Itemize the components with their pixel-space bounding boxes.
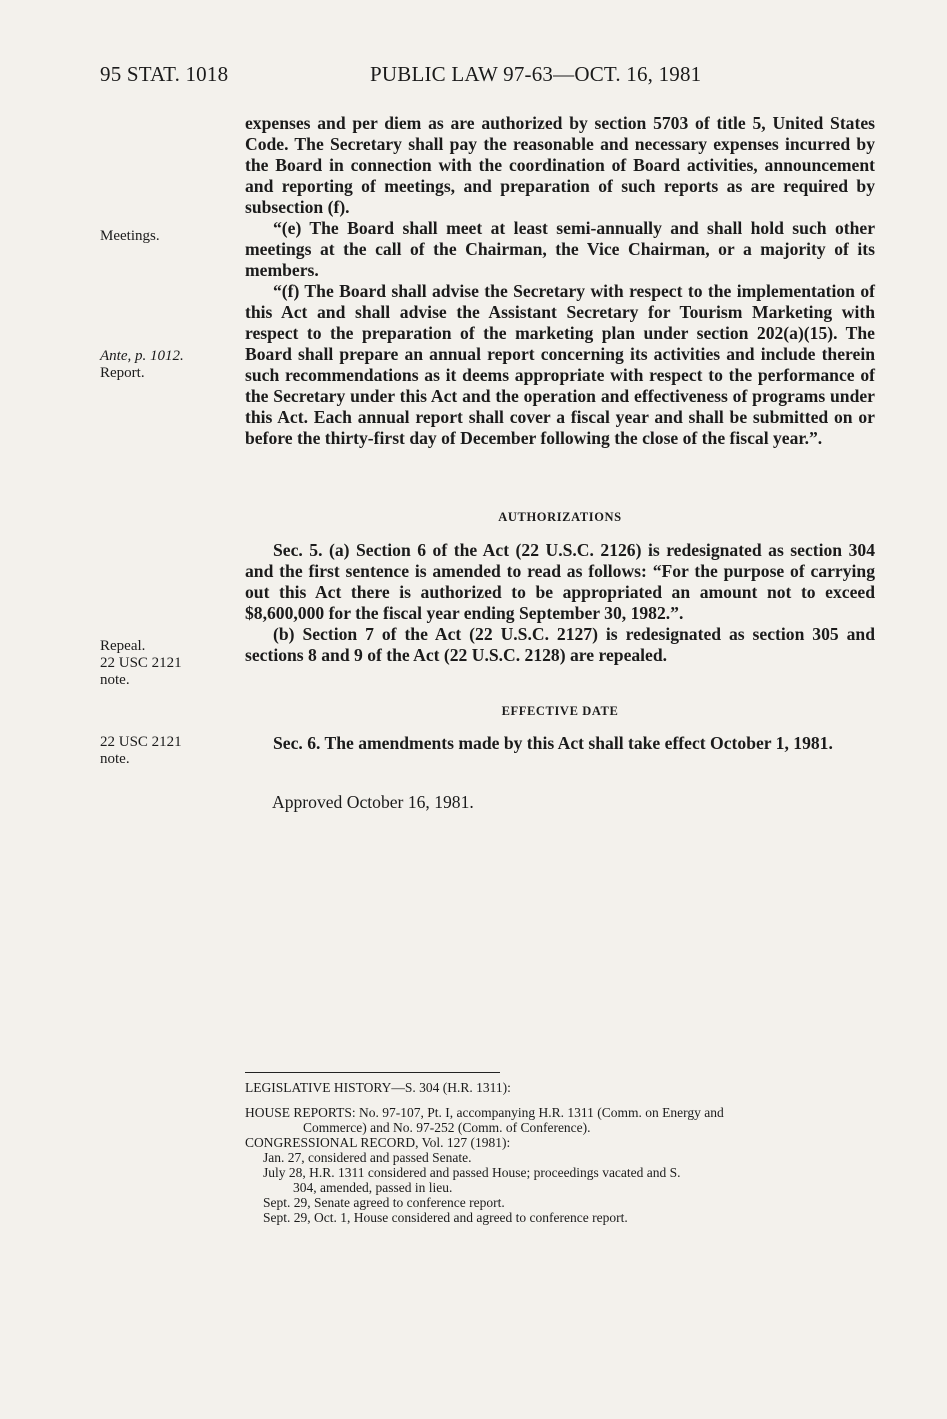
divider-rule [245,1072,500,1073]
body-section-board [245,113,875,449]
history-title: LEGISLATIVE HISTORY—S. 304 (H.R. 1311): [245,1080,511,1095]
paragraph-subsection-f: “(f) The Board shall advise the Secretary with respect to the implementation of this Act and shall advise the Assistant Secretary for Tourism Marketing with respect to the preparation of the marketing plan under section 202(a)(15). The Board shall prepare an annual report concerning its activities and include therein such recommendations as it deems appropriate with respect to the performance of the Secretary under this Act and the operation and effectiveness of programs under this Act. Each annual report shall cover a fiscal year and shall be submitted on or before the thirty-first day of December following the close of the fiscal year.”. [245,281,875,448]
margin-note-report: Report. [100,365,145,381]
history-july: July 28, H.R. 1311 considered and passed House; proceedings vacated and S. [263,1165,681,1180]
margin-note-repeal-usc: 22 USC 2121 [100,655,182,671]
history-house-reports-cont: Commerce) and No. 97-252 (Comm. of Conference). [303,1120,591,1135]
history-july-cont: 304, amended, passed in lieu. [293,1180,453,1195]
history-sept-senate: Sept. 29, Senate agreed to conference report. [263,1195,505,1210]
history-jan: Jan. 27, considered and passed Senate. [263,1150,472,1165]
margin-note-repeal-note: note. [100,672,130,688]
body-section-5 [245,540,875,666]
margin-note-effective-note: note. [100,751,130,767]
public-law-title: PUBLIC LAW 97-63—OCT. 16, 1981 [370,62,702,86]
margin-note-meetings: Meetings. [100,228,160,244]
margin-note-effective-usc: 22 USC 2121 [100,734,182,750]
margin-note-ante: Ante, p. 1012. [100,348,184,364]
page-header [100,62,890,92]
history-congressional-record: CONGRESSIONAL RECORD, Vol. 127 (1981): [245,1135,511,1150]
legislative-history [245,1080,885,1225]
heading-effective-date: EFFECTIVE DATE [501,704,619,718]
history-house-reports: HOUSE REPORTS: No. 97-107, Pt. I, accompanying H.R. 1311 (Comm. on Energy and [245,1105,724,1120]
paragraph-expenses: expenses and per diem as are authorized by section 5703 of title 5, United States Code. The Secretary shall pay the reasonable and necessary expenses incurred by the Board in connection with the coordination of Board activities, announcement and reporting of meetings, and preparation of such reports as are required by subsection (f). [245,113,875,217]
heading-authorizations: AUTHORIZATIONS [498,510,622,524]
statute-page-number: 95 STAT. 1018 [100,62,229,86]
approval-line: Approved October 16, 1981. [272,792,474,812]
body-section-6 [245,733,875,754]
history-sept-oct-house: Sept. 29, Oct. 1, House considered and agreed to conference report. [263,1210,628,1225]
paragraph-section-6: Sec. 6. The amendments made by this Act shall take effect October 1, 1981. [273,733,833,753]
paragraph-subsection-e: “(e) The Board shall meet at least semi-annually and shall hold such other meetings at the call of the Chairman, the Vice Chairman, or a majority of its members. [245,218,875,280]
margin-note-repeal: Repeal. [100,638,146,654]
paragraph-section-5b: (b) Section 7 of the Act (22 U.S.C. 2127) is redesignated as section 305 and sections 8 and 9 of the Act (22 U.S.C. 2128) are repealed. [245,624,875,665]
paragraph-section-5a: Sec. 5. (a) Section 6 of the Act (22 U.S.C. 2126) is redesignated as section 304 and the first sentence is amended to read as follows: “For the purpose of carrying out this Act there is authorized to be appropriated an amount not to exceed $8,600,000 for the fiscal year ending September 30, 1982.”. [245,540,875,623]
